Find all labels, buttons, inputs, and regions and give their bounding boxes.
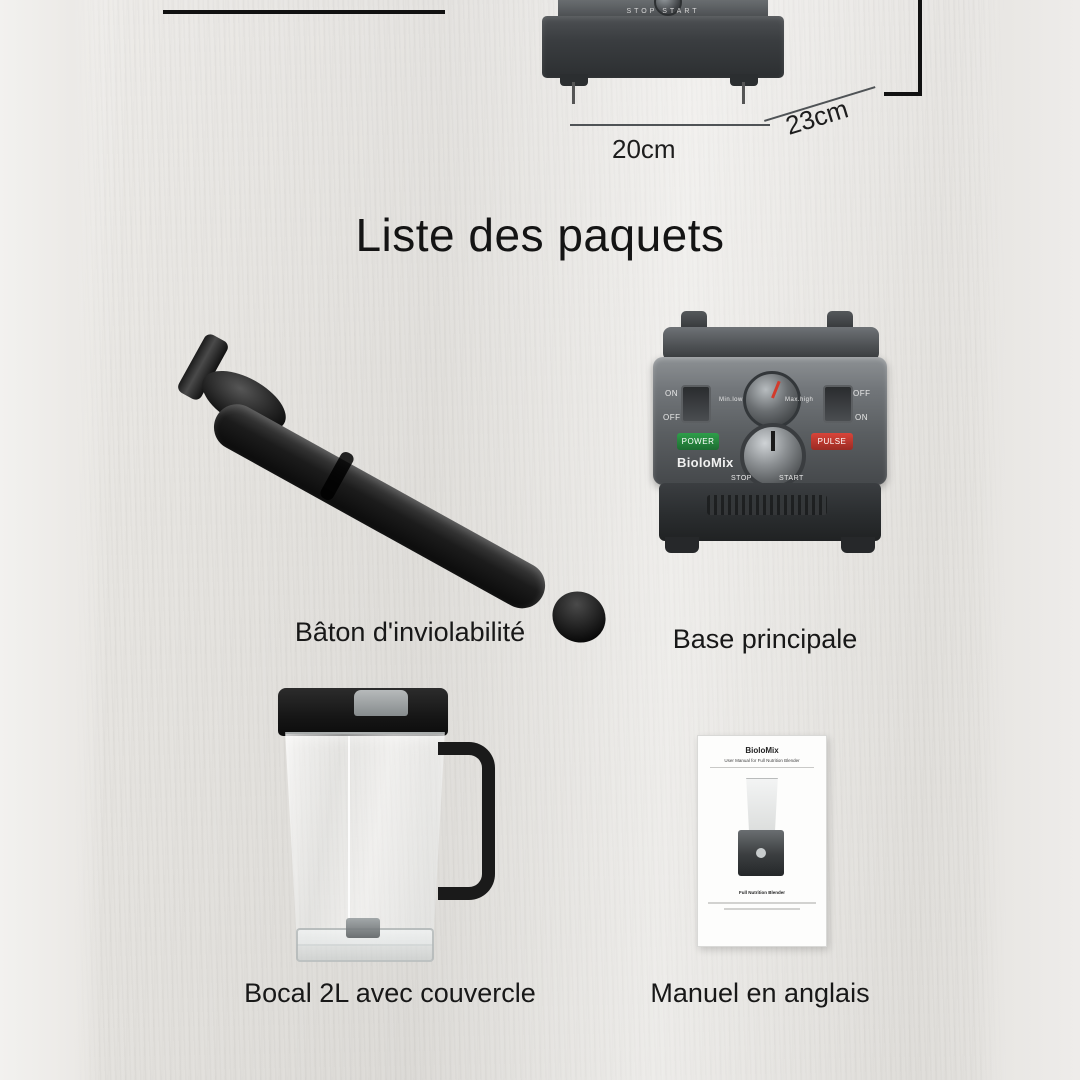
manual-caption: Manuel en anglais [650,978,870,1008]
base-min-low-label: Min.low [719,397,743,403]
base-stop-label: STOP [731,475,752,482]
base-vent-grill-icon [707,495,827,515]
page-title: Liste des paquets [355,209,725,261]
base-timer-dial-pointer [771,431,775,451]
manual-cover-knob-icon [756,848,766,858]
manual-cover-jar [744,778,780,832]
manual-booklet-icon [697,735,827,947]
base-start-label: START [779,475,804,482]
top-appliance-body [542,16,784,78]
jar-handle [438,742,495,900]
base-max-high-label: Max.high [785,397,814,403]
base-power-button: POWER [677,433,719,450]
manual-cover-footnote [708,902,816,914]
jar-blade-assembly-icon [346,918,380,938]
base-on-label-left: ON [665,389,678,398]
width-dimension-label: 20cm [612,134,676,164]
base-off-label-left: OFF [663,413,681,422]
top-appliance-illustration [534,0,792,96]
jar-caption: Bocal 2L avec couvercle [244,978,536,1008]
blender-jar-icon [260,666,490,966]
base-switch-right [823,385,853,423]
base-brand-label: BioloMix [677,455,734,470]
tamper-caption: Bâton d'inviolabilité [294,617,526,647]
blender-base-icon [645,305,895,570]
base-switch-left [681,385,711,423]
top-appliance-leg-left [572,82,575,104]
jar-lid [278,688,448,736]
tamper-shaft [206,396,554,617]
jar-body [280,732,450,946]
top-appliance-leg-right [742,82,745,104]
height-dimension-bracket [884,0,922,96]
manual-text-line [708,902,816,904]
manual-cover-illustration [732,778,790,884]
depth-dimension-label: 23cm [782,93,852,141]
base-off-label-right: OFF [853,389,871,398]
base-foot-right [841,537,875,553]
base-speed-dial-needle [771,381,781,399]
manual-figure-caption: Full Nutrition Blender [739,890,785,895]
jar-lid-plug [354,690,408,716]
manual-subtitle: User Manual for Full Nutrition Blender [724,758,800,763]
manual-divider [710,767,814,768]
base-on-label-right: ON [855,413,868,422]
manual-text-line [724,908,800,910]
base-caption: Base principale [672,624,858,654]
width-dimension-line [570,124,770,126]
base-pulse-button: PULSE [811,433,853,450]
base-jar-cradle [663,327,879,361]
manual-brand-label: BioloMix [745,746,779,755]
base-foot-left [665,537,699,553]
top-divider-rule [163,10,445,14]
jar-seam [348,736,350,936]
tamper-stick-icon [180,330,600,560]
top-appliance-panel-label: STOP START [626,8,700,15]
